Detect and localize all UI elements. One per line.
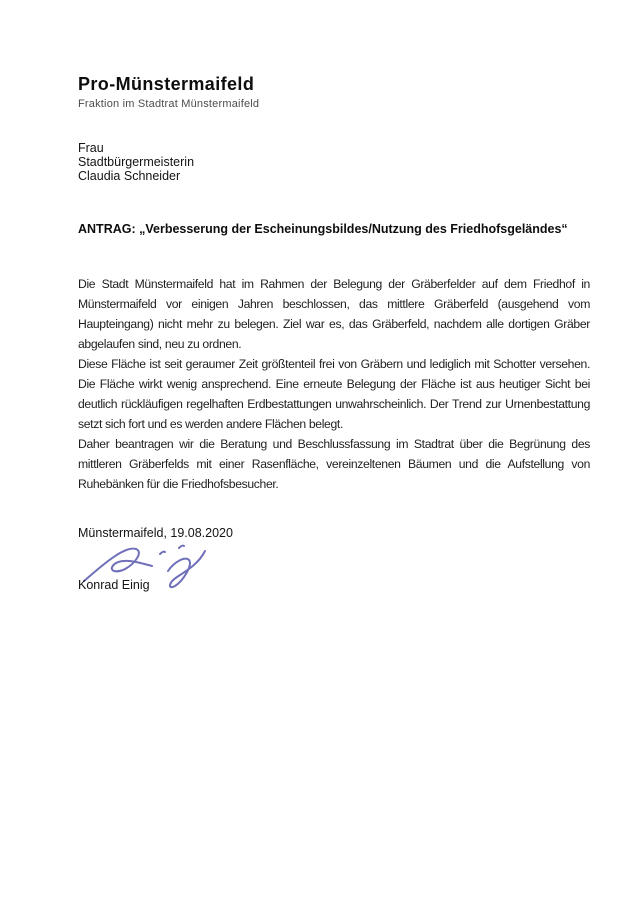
- place-date-line: Münstermaifeld, 19.08.2020: [78, 526, 233, 540]
- org-title: Pro-Münstermaifeld: [78, 74, 255, 94]
- recipient-line-role: Stadtbürgermeisterin: [78, 155, 195, 169]
- signatory-name: Konrad Einig: [78, 578, 150, 592]
- body-paragraph-3: [78, 434, 590, 494]
- recipient-line-salutation: Frau: [78, 141, 104, 155]
- subject-line: ANTRAG: „Verbesserung der Escheinungsbildes/Nutzung des Friedhofsgeländes“: [78, 222, 568, 236]
- paragraph-text: Diese Fläche ist seit geraumer Zeit größtenteil frei von Gräbern und lediglich mit Schotter versehen. Die Fläche wirkt wenig ansprechend. Eine erneute Belegung der Fläche ist aus heutiger Sicht bei deutlich rückläufigen regelhaften Erdbestattungen unwahrscheinlich. Der Trend zur Urnenbestattung setzt sich fort und es werden andere Flächen belegt.: [78, 357, 590, 431]
- recipient-block: [78, 141, 194, 183]
- closing-block: [78, 526, 233, 592]
- letterhead: [78, 74, 259, 110]
- body-paragraph-2: [78, 354, 590, 434]
- recipient-line-name: Claudia Schneider: [78, 169, 181, 183]
- paragraph-text: Daher beantragen wir die Beratung und Beschlussfassung im Stadtrat über die Begrünung des mittleren Gräberfelds mit einer Rasenfläche, vereinzeltenen Bäumen und die Aufstellung von Ruhebänken für die Friedhofsbesucher.: [78, 437, 590, 491]
- paragraph-text: Die Stadt Münstermaifeld hat im Rahmen der Belegung der Gräberfelder auf dem Friedhof in Münstermaifeld vor einigen Jahren beschlossen, das mittlere Gräberfeld (ausgehend vom Haupteingang) nicht mehr zu belegen. Ziel war es, das Gräberfeld, nachdem alle dortigen Gräber abgelaufen sind, neu zu ordnen.: [78, 277, 590, 351]
- body-paragraph-1: [78, 274, 590, 354]
- org-subtitle: Fraktion im Stadtrat Münstermaifeld: [78, 97, 260, 110]
